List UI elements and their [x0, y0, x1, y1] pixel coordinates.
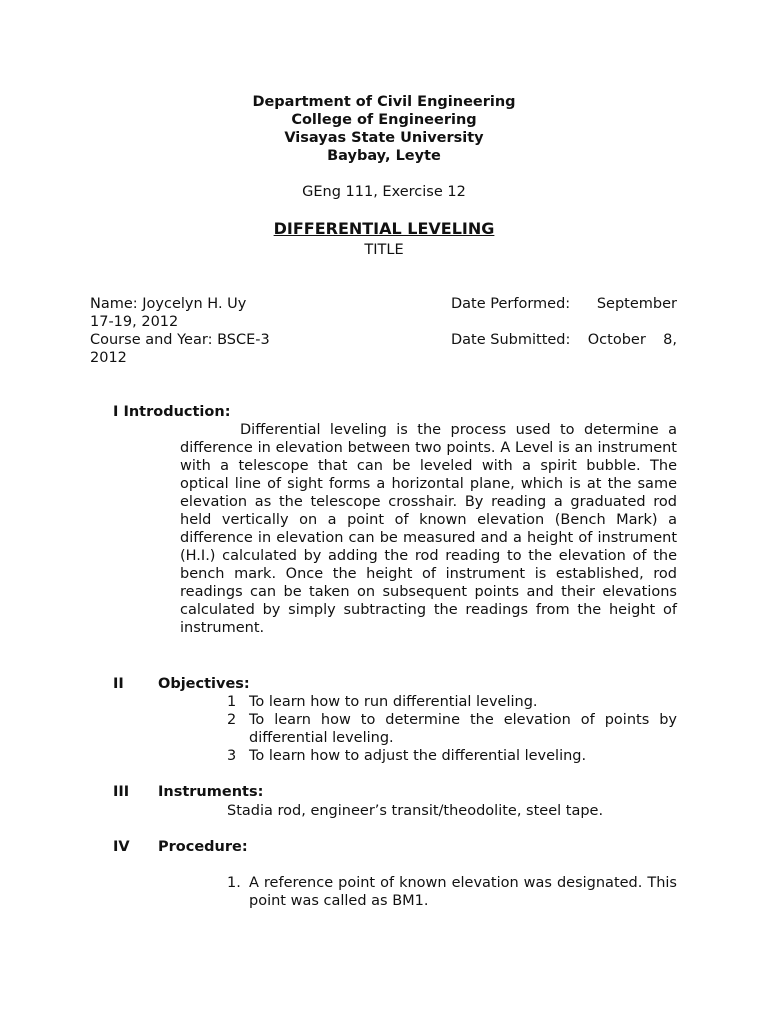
course-year-value: BSCE-3	[217, 332, 270, 348]
college-name: College of Engineering	[291, 112, 477, 128]
procedure-number: IV	[113, 839, 130, 855]
objective-item: To learn how to run differential leveling.	[249, 694, 538, 710]
objective-number: 1	[227, 694, 237, 710]
title-label: TITLE	[364, 242, 404, 258]
course-line: GEng 111, Exercise 12	[302, 184, 466, 200]
objective-number: 3	[227, 748, 237, 764]
date-submitted-value-day: 8,	[663, 332, 677, 348]
university-name: Visayas State University	[284, 130, 484, 146]
date-performed-value: September	[596, 296, 677, 312]
name-label: Name:	[90, 296, 138, 312]
date-performed-label: Date Performed:	[451, 296, 571, 312]
objective-item: To learn how to adjust the differential leveling.	[249, 748, 587, 764]
department-name: Department of Civil Engineering	[252, 94, 516, 110]
objectives-number: II	[113, 676, 124, 692]
introduction-paragraph	[180, 421, 677, 637]
course-year-label: Course and Year:	[90, 332, 213, 348]
introduction-text: Differential leveling is the process used to determine a difference in elevation between two points. A Level is an instrument with a telescope that can be leveled with a spirit bubble. The optical line of sight forms a horizontal plane, which is at the same elevation as the telescope crosshair. By reading a graduated rod held vertically on a point of known elevation (Bench Mark) a difference in elevation can be measured and a height of instrument (H.I.) calculated by adding the rod reading to the elevation of the bench mark. Once the height of instrument is established, rod readings can be taken on subsequent points and their elevations calculated by simply subtracting the readings from the height of instrument.	[180, 422, 677, 636]
introduction-heading: I Introduction:	[113, 404, 231, 420]
date-performed-line	[451, 295, 677, 313]
date-submitted-line	[451, 331, 677, 349]
objectives-heading: Objectives:	[158, 676, 250, 692]
name-line	[90, 295, 246, 313]
date-performed-continuation: 17-19, 2012	[90, 314, 179, 330]
name-value: Joycelyn H. Uy	[142, 296, 247, 312]
instruments-number: III	[113, 784, 130, 800]
date-submitted-value-month: October	[587, 332, 646, 348]
instruments-heading: Instruments:	[158, 784, 264, 800]
date-submitted-label: Date Submitted:	[451, 332, 571, 348]
procedure-step: A reference point of known elevation was designated. This point was called as BM1.	[249, 875, 677, 909]
objective-item: To learn how to determine the elevation of points by differential leveling.	[249, 712, 677, 746]
date-submitted-continuation: 2012	[90, 350, 127, 366]
objective-number: 2	[227, 712, 237, 728]
instruments-text: Stadia rod, engineer’s transit/theodolite, steel tape.	[227, 803, 604, 819]
document-title: DIFFERENTIAL LEVELING	[273, 219, 495, 238]
procedure-heading: Procedure:	[158, 839, 248, 855]
procedure-step-number: 1.	[227, 875, 241, 891]
course-year-line	[90, 331, 270, 349]
document-header	[0, 93, 768, 165]
university-location: Baybay, Leyte	[327, 148, 441, 164]
